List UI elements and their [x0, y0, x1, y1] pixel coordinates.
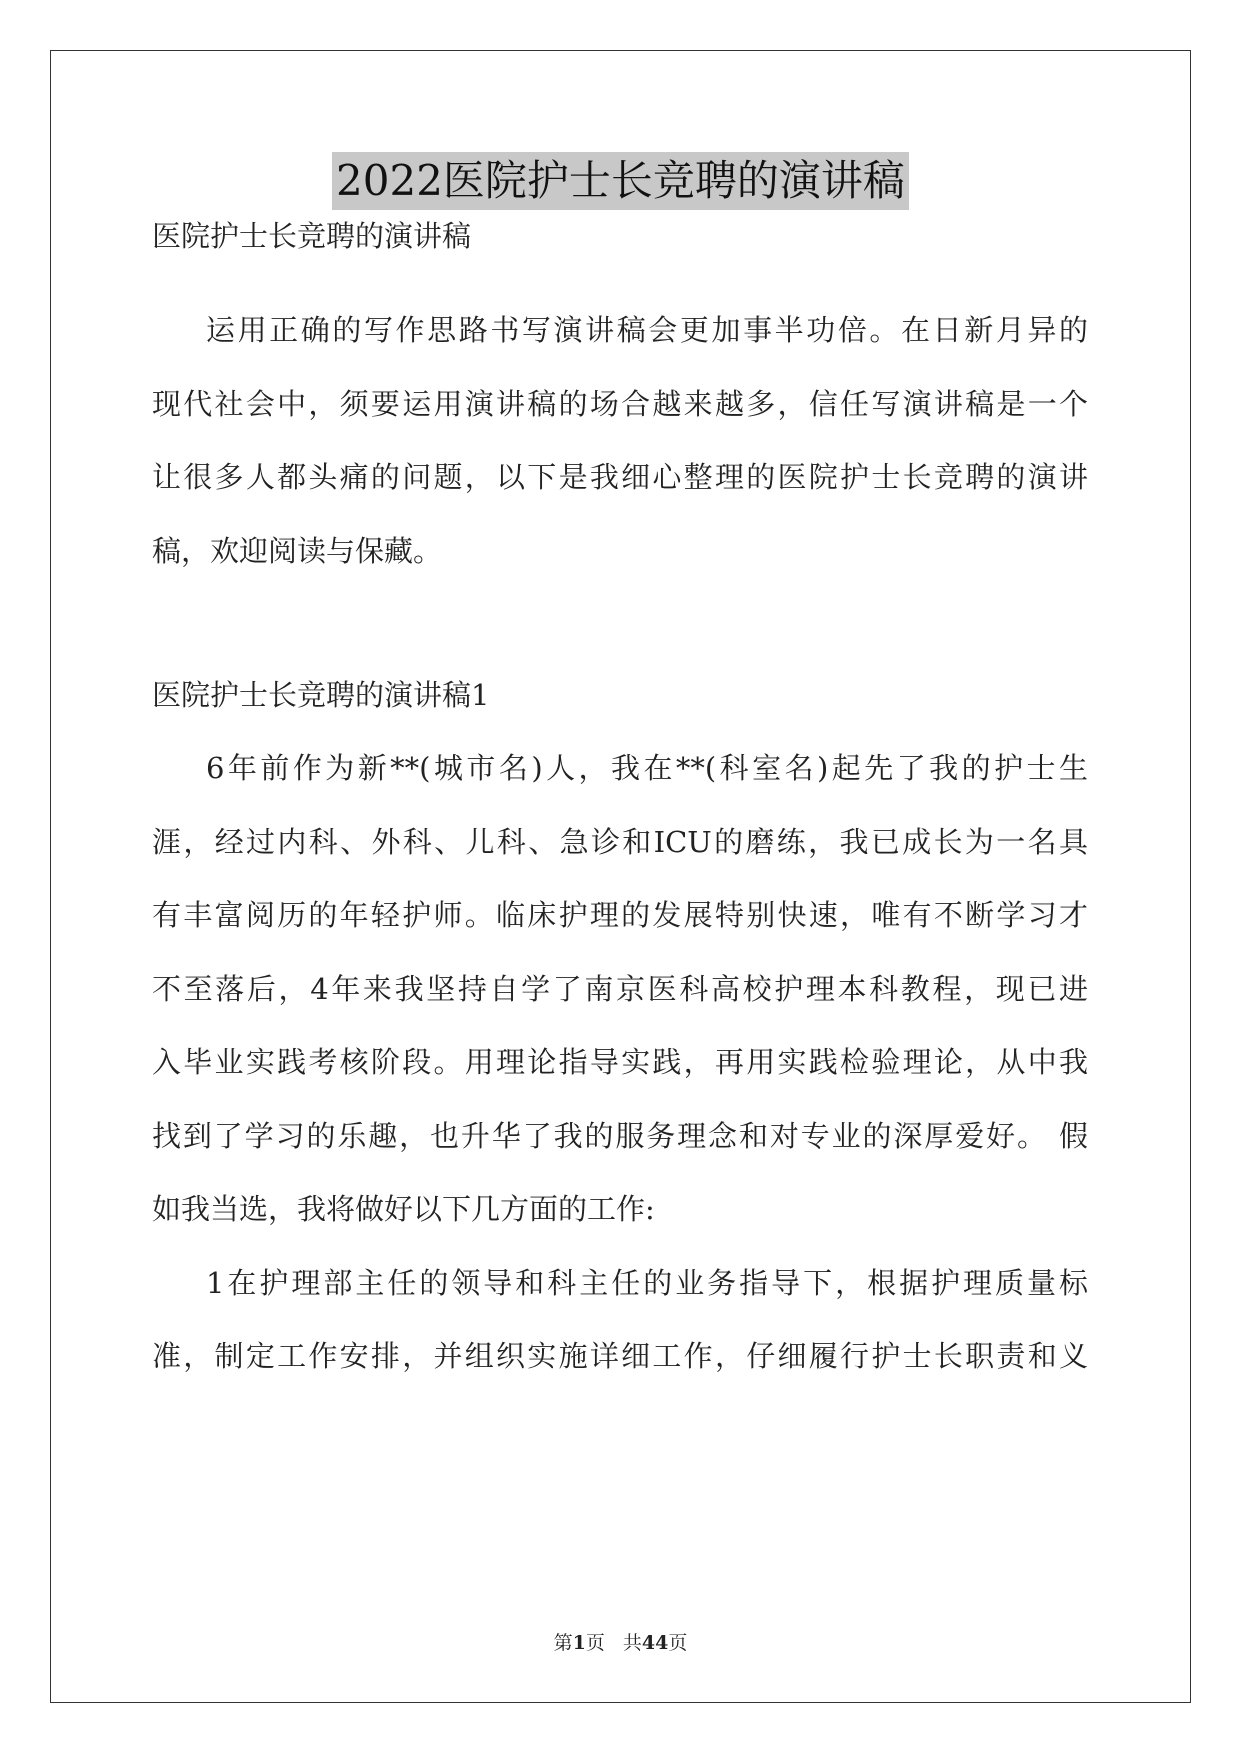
paragraph-line: 让很多人都头痛的问题，以下是我细心整理的医院护士长竞聘的演讲	[152, 460, 1088, 494]
paragraph-line: 入毕业实践考核阶段。用理论指导实践，再用实践检验理论，从中我	[152, 1045, 1088, 1079]
current-page-number: 1	[572, 1632, 586, 1654]
footer-total-suffix: 页	[668, 1632, 688, 1654]
paragraph-line: 现代社会中，须要运用演讲稿的场合越来越多，信任写演讲稿是一个	[152, 387, 1088, 421]
paragraph-line: 1在护理部主任的领导和科主任的业务指导下，根据护理质量标	[206, 1266, 1088, 1300]
page-border	[50, 50, 1191, 1703]
footer-prefix: 第	[553, 1632, 573, 1654]
paragraph-line: 稿，欢迎阅读与保藏。	[152, 534, 443, 568]
paragraph-line: 运用正确的写作思路书写演讲稿会更加事半功倍。在日新月异的	[206, 313, 1088, 347]
paragraph-line: 准，制定工作安排，并组织实施详细工作，仔细履行护士长职责和义	[152, 1339, 1088, 1373]
paragraph-line: 有丰富阅历的年轻护师。临床护理的发展特别快速，唯有不断学习才	[152, 898, 1088, 932]
paragraph-line: 不至落后，4年来我坚持自学了南京医科高校护理本科教程，现已进	[152, 972, 1088, 1006]
footer-page-suffix: 页	[585, 1632, 605, 1654]
subtitle-line: 医院护士长竞聘的演讲稿	[152, 219, 472, 253]
total-page-count: 44	[641, 1632, 669, 1654]
paragraph-line: 找到了学习的乐趣，也升华了我的服务理念和对专业的深厚爱好。 假	[152, 1119, 1088, 1153]
document-title: 2022医院护士长竞聘的演讲稿	[332, 152, 909, 210]
section-heading: 医院护士长竞聘的演讲稿1	[152, 678, 490, 712]
paragraph-line: 涯，经过内科、外科、儿科、急诊和ICU的磨练，我已成长为一名具	[152, 825, 1088, 859]
title-container	[0, 152, 1241, 210]
paragraph-line: 6年前作为新**(城市名)人，我在**(科室名)起先了我的护士生	[206, 751, 1088, 785]
footer-total-prefix: 共	[622, 1632, 642, 1654]
paragraph-line: 如我当选，我将做好以下几方面的工作:	[152, 1192, 655, 1226]
page-footer	[0, 1630, 1241, 1656]
